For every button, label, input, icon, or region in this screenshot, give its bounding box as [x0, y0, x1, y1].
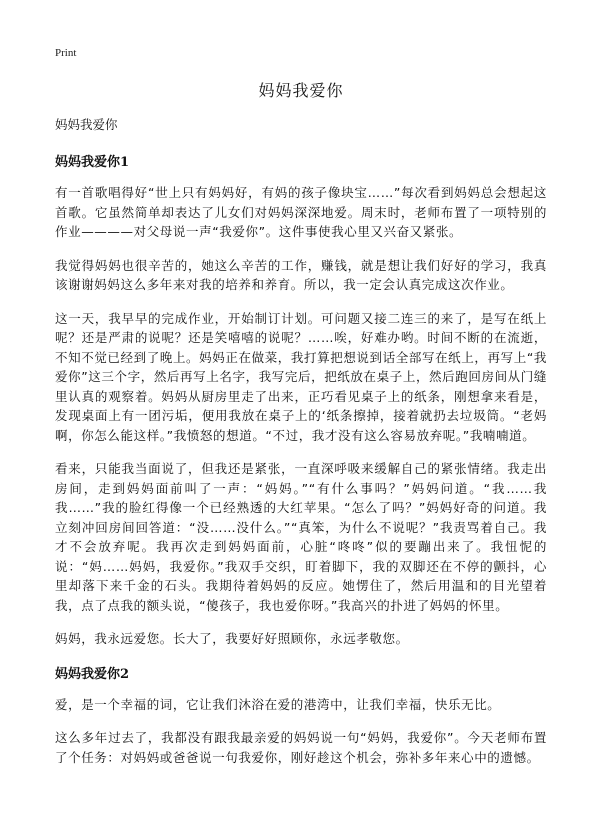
paragraph: 爱，是一个幸福的词，它让我们沐浴在爱的港湾中，让我们幸福，快乐无比。	[55, 696, 501, 712]
document-subtitle: 妈妈我爱你	[55, 117, 118, 132]
print-link[interactable]: Print	[55, 47, 77, 59]
paragraph: 这一天，我早早的完成作业，开始制订计划。可问题又接二连三的来了，是写在纸上呢？还是严肃的说呢？还是笑嘻嘻的说呢？……唉，好难办哟。时间不断的在流逝，不知不觉已经到了晚上。妈妈正在做菜，我打算把想说到话全部写在纸上，再写上“我爱你”这三个字，然后再写上名字，我写完后，把纸放在桌子上，然后跑回房间从门缝里认真的观察着。妈妈从厨房里走了出来，正巧看见桌子上的纸条，刚想拿来看是，发现桌面上有一团污垢，便用我放在桌子上的‘纸条擦掉，接着就扔去垃圾筒。“老妈啊，你怎么能这样。”我愤怒的想道。“不过，我才没有这么容易放弃呢。”我喃喃道。	[55, 310, 547, 443]
paragraph: 有一首歌唱得好“世上只有妈妈好，有妈的孩子像块宝……”每次看到妈妈总会想起这首歌。它虽然简单却表达了儿女们对妈妈深深地爱。周末时，老师布置了一项特别的作业————对父母说一声“我爱你”。这件事使我心里又兴奋又紧张。	[55, 185, 547, 239]
paragraph: 这么多年过去了，我都没有跟我最亲爱的妈妈说一句“妈妈，我爱你”。今天老师布置了个任务：对妈妈或爸爸说一句我爱你，刚好趁这个机会，弥补多年来心中的遗憾。	[55, 730, 547, 765]
paragraph: 看来，只能我当面说了，但我还是紧张，一直深呼吸来缓解自己的紧张情绪。我走出房间，走到妈妈面前叫了一声：“妈妈。”“有什么事吗？”妈妈问道。“我……我我……”我的脸红得像一个已经熟透的大红苹果。“怎么了吗？”妈妈好奇的问道。我立刻冲回房间回答道：“没……没什么。”“真笨，为什么不说呢？”我责骂着自己。我才不会放弃呢。我再次走到妈妈面前，心脏“咚咚”似的要蹦出来了。我忸怩的说：“妈……妈妈，我爱你。”我双手交织，盯着脚下，我的双脚还在不停的颤抖，心里却落下来千金的石头。我期待着妈妈的反应。她愣住了，然后用温和的目光望着我，点了点我的额头说，“傻孩子，我也爱你呀。”我高兴的扑进了妈妈的怀里。	[55, 461, 547, 613]
essay-section-2	[55, 663, 547, 768]
paragraph: 妈妈，我永远爱您。长大了，我要好好照顾你，永远孝敬您。	[55, 631, 409, 646]
paragraph: 我觉得妈妈也很辛苦的，她这么辛苦的工作，赚钱，就是想让我们好好的学习，我真该谢谢妈妈这么多年来对我的培养和养育。所以，我一定会认真完成这次作业。	[55, 257, 547, 292]
page-title: 妈妈我爱你	[258, 81, 344, 100]
essay-section-1	[55, 151, 547, 649]
section-heading: 妈妈我爱你2	[55, 666, 130, 682]
document-body	[55, 78, 547, 781]
section-heading: 妈妈我爱你1	[55, 155, 130, 170]
